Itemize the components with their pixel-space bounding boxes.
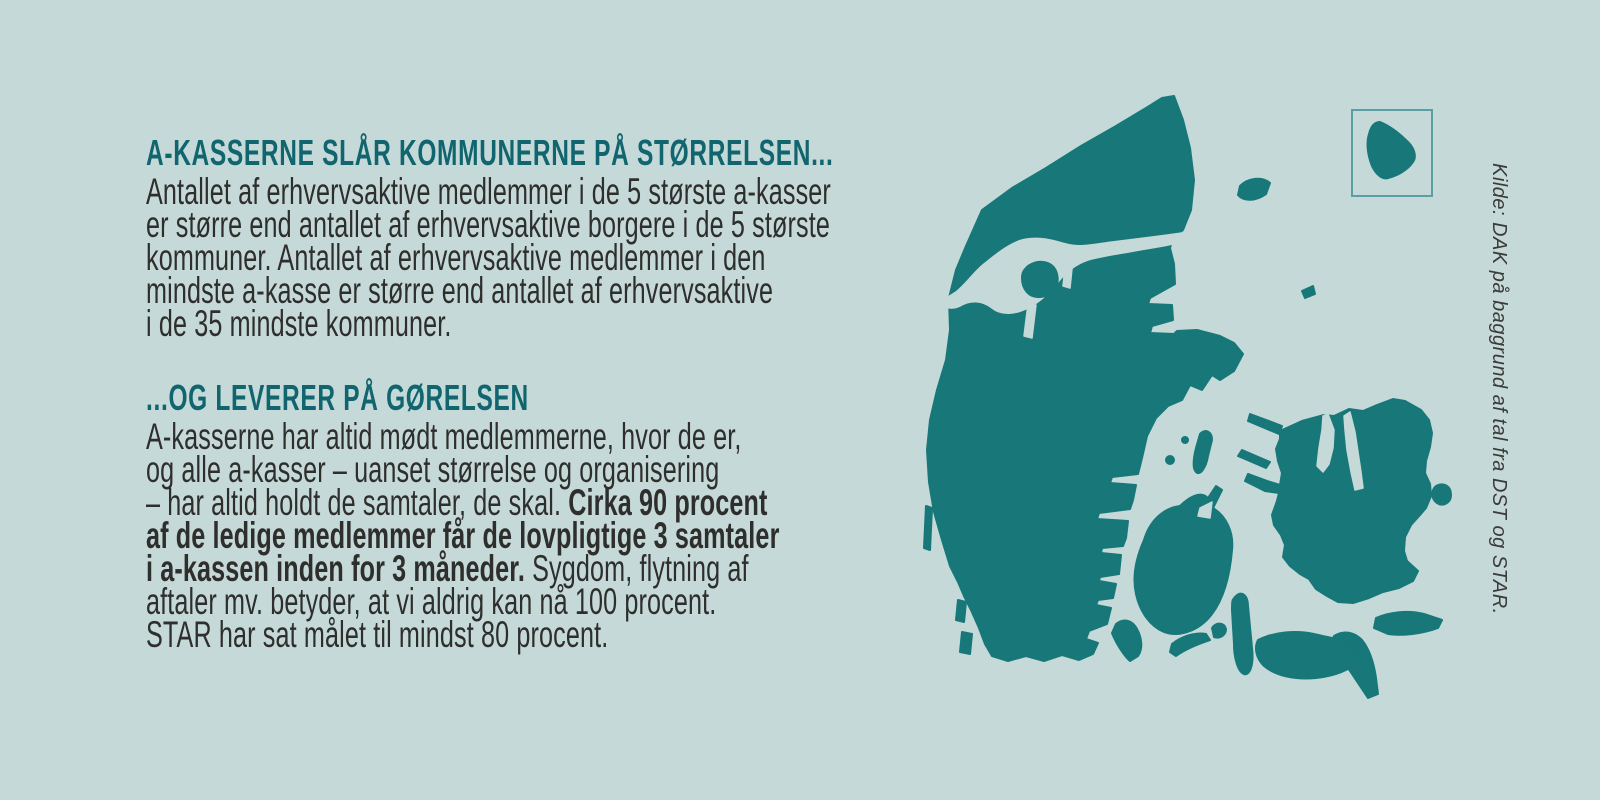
body-text: er større end antallet af erhvervsaktive borgere i de 5 største bbox=[146, 204, 830, 245]
body-text-bold: i a-kassen inden for 3 måneder. bbox=[146, 548, 525, 589]
body-text: A-kasserne har altid mødt medlemmerne, hvor de er, bbox=[146, 416, 742, 457]
body-text: kommuner. Antallet af erhvervsaktive medlemmer i den bbox=[146, 237, 766, 278]
body-text: mindste a-kasse er større end antallet af erhvervsaktive bbox=[146, 270, 774, 311]
body-line bbox=[146, 303, 908, 344]
sjaellands-odde-spit bbox=[1248, 414, 1282, 434]
funen-island bbox=[1134, 486, 1232, 634]
tunoe-island bbox=[1182, 437, 1188, 443]
samsoe-island bbox=[1194, 431, 1212, 473]
body-text-bold: af de ledige medlemmer får de lovpligtige 3 samtaler bbox=[146, 515, 780, 556]
text-section bbox=[146, 132, 908, 344]
bornholm-island bbox=[1368, 122, 1415, 178]
source-note: Kilde: DAK på baggrund af tal fra DST og STAR. bbox=[1488, 163, 1510, 615]
sejeroe-island bbox=[1238, 450, 1270, 468]
taasinge-island bbox=[1212, 624, 1226, 638]
body-text: aftaler mv. betyder, at vi aldrig kan nå 100 procent. bbox=[146, 581, 717, 622]
section-heading: ...OG LEVERER PÅ GØRELSEN bbox=[146, 377, 529, 418]
fanoe-island bbox=[956, 600, 966, 622]
moen-island bbox=[1374, 612, 1442, 635]
amager-island bbox=[1432, 484, 1451, 504]
mors-island bbox=[1022, 262, 1058, 297]
endelave-island bbox=[1166, 456, 1174, 464]
als-island bbox=[1112, 621, 1141, 661]
body-text-bold: Cirka 90 procent bbox=[568, 482, 768, 523]
body-text: Sygdom, flytning af bbox=[524, 548, 749, 589]
body-text: Antallet af erhvervsaktive medlemmer i de 5 største a-kasser bbox=[146, 171, 831, 212]
body-text: – har altid holdt de samtaler, de skal. bbox=[146, 482, 569, 523]
body-text: STAR har sat målet til mindst 80 procent. bbox=[146, 614, 609, 655]
langeland-island bbox=[1232, 594, 1253, 675]
holmsland-barrier-island bbox=[924, 506, 932, 550]
anholt-island bbox=[1302, 286, 1315, 298]
roemoe-island bbox=[960, 632, 972, 654]
text-column bbox=[146, 132, 908, 655]
denmark-map bbox=[882, 88, 1462, 708]
body-line bbox=[146, 614, 908, 655]
body-text: i de 35 mindste kommuner. bbox=[146, 303, 452, 344]
text-section bbox=[146, 377, 908, 655]
section-heading: A-KASSERNE SLÅR KOMMUNERNE PÅ STØRRELSEN... bbox=[146, 132, 834, 173]
body-text: og alle a-kasser – uanset størrelse og organisering bbox=[146, 449, 720, 490]
aeroe-island bbox=[1170, 633, 1210, 656]
laesoe-island bbox=[1238, 179, 1270, 200]
